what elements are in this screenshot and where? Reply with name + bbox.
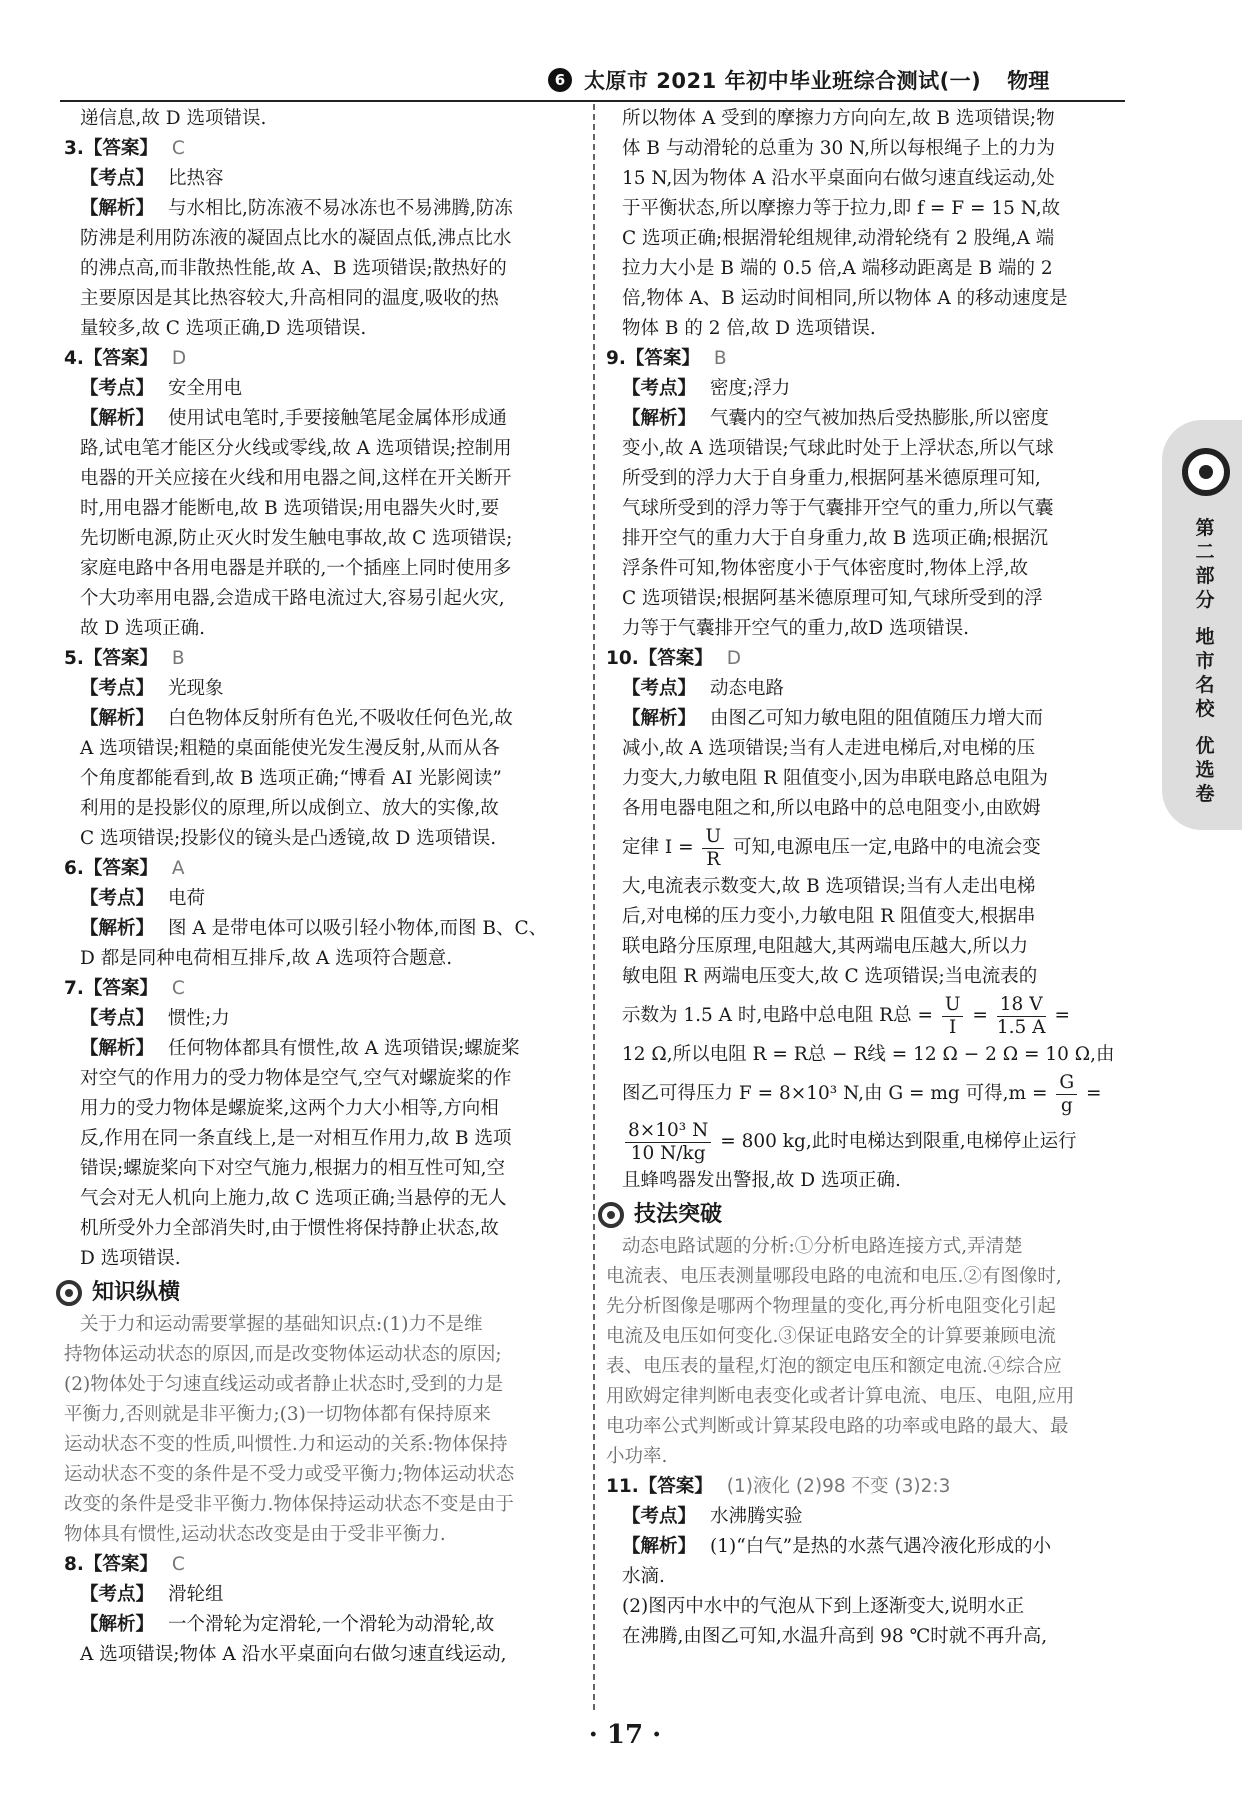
- text-line: 先分析图像是哪两个物理量的变化,再分析电阻变化引起: [606, 1296, 1056, 1317]
- text-fragment: 示数为 1.5 A 时,电路中总电阻 R总 =: [622, 1005, 933, 1026]
- text-line: 用力的受力物体是螺旋桨,这两个力大小相等,方向相: [80, 1098, 499, 1119]
- mass-calc-line: [606, 1070, 1154, 1118]
- denominator: I: [949, 1016, 957, 1038]
- text-line: 故 D 选项正确.: [80, 618, 205, 639]
- text-line: 电器的开关应接在火线和用电器之间,这样在开关断开: [80, 468, 512, 489]
- text-line: A 选项错误;粗糙的桌面能使光发生漫反射,从而从各: [80, 738, 500, 759]
- text-line: 持物体运动状态的原因,而是改变物体运动状态的原因;: [64, 1344, 502, 1365]
- q6-point-row: [64, 884, 580, 914]
- text-line: (1)“白气”是热的水蒸气遇冷液化形成的小: [710, 1536, 1052, 1557]
- text-line: 路,试电笔才能区分火线或零线,故 A 选项错误;控制用: [80, 438, 512, 459]
- q11-point-row: [606, 1502, 1154, 1532]
- point-label: 【考点】: [622, 378, 697, 399]
- q11-number: 11.: [606, 1476, 639, 1497]
- q6-number: 6.: [64, 858, 84, 879]
- text-fragment: =: [972, 1005, 988, 1026]
- text-line: 浮条件可知,物体密度小于气体密度时,物体上浮,故: [622, 558, 1029, 579]
- text-line: 防沸是利用防冻液的凝固点比水的凝固点低,沸点比水: [80, 228, 512, 249]
- denominator: 10 N/kg: [630, 1142, 706, 1164]
- q5-analysis: [64, 704, 580, 734]
- fraction-u-over-r: [702, 826, 724, 871]
- point-label: 【考点】: [80, 1008, 155, 1029]
- text-line: 变小,故 A 选项错误;气球此时处于上浮状态,所以气球: [622, 438, 1054, 459]
- text-line: 由图乙可知力敏电阻的阻值随压力增大而: [710, 708, 1044, 729]
- text-line: 的沸点高,而非散热性能,故 A、B 选项错误;散热好的: [80, 258, 507, 279]
- text-line: 气囊内的空气被加热后受热膨胀,所以密度: [710, 408, 1049, 429]
- target-icon: [1182, 448, 1230, 496]
- numerator: G: [1056, 1072, 1077, 1095]
- side-tab-tag: 优选卷: [1195, 735, 1215, 805]
- text-line: 气球所受到的浮力等于气囊排开空气的重力,所以气囊: [622, 498, 1054, 519]
- q6-answer: A: [171, 858, 185, 879]
- text-line: 白色物体反射所有色光,不吸收任何色光,故: [168, 708, 513, 729]
- q9-number: 9.: [606, 348, 626, 369]
- q4-point: 安全用电: [168, 378, 243, 399]
- q4-number: 4.: [64, 348, 84, 369]
- numerator: 8×10³ N: [625, 1120, 711, 1143]
- text-line: 各用电器电阻之和,所以电路中的总电阻变小,由欧姆: [622, 798, 1041, 819]
- q8-answer: C: [171, 1554, 185, 1575]
- point-label: 【考点】: [80, 678, 155, 699]
- q7-point: 惯性;力: [168, 1008, 230, 1029]
- text-fragment: 可知,电源电压一定,电路中的电流会变: [732, 837, 1041, 858]
- target-icon: [56, 1280, 82, 1306]
- q5-answer: B: [171, 648, 185, 669]
- q9-point-row: [606, 374, 1154, 404]
- right-column: [606, 104, 1154, 1652]
- text-line: 倍,物体 A、B 运动时间相同,所以物体 A 的移动速度是: [622, 288, 1068, 309]
- point-label: 【考点】: [80, 888, 155, 909]
- analysis-label: 【解析】: [622, 708, 697, 729]
- text-line: 力变大,力敏电阻 R 阻值变小,因为串联电路总电阻为: [622, 768, 1048, 789]
- q10-number: 10.: [606, 648, 639, 669]
- continued-text: 递信息,故 D 选项错误.: [80, 108, 267, 129]
- q9-point: 密度;浮力: [710, 378, 791, 399]
- q4-analysis: [64, 404, 580, 434]
- q8-point: 滑轮组: [168, 1584, 224, 1605]
- text-line: 表、电压表的量程,灯泡的额定电压和额定电流.④综合应: [606, 1356, 1062, 1377]
- text-line: 反,作用在同一条直线上,是一对相互作用力,故 B 选项: [80, 1128, 512, 1149]
- text-line: 运动状态不变的条件是不受力或受平衡力;物体运动状态: [64, 1464, 515, 1485]
- text-fragment: 图乙可得压力 F = 8×10³ N,由 G = mg 可得,m =: [622, 1083, 1048, 1104]
- text-line: 错误;螺旋桨向下对空气施力,根据力的相互性可知,空: [80, 1158, 505, 1179]
- text-line: D 选项错误.: [80, 1248, 181, 1269]
- text-line: 关于力和运动需要掌握的基础知识点:(1)力不是维: [80, 1314, 483, 1335]
- numerator: U: [702, 826, 724, 849]
- q6-answer-row: [64, 854, 580, 884]
- ohm-law-line: [606, 824, 1154, 872]
- q4-point-row: [64, 374, 580, 404]
- text-line: 所受到的浮力大于自身重力,根据阿基米德原理可知,: [622, 468, 1041, 489]
- text-line: C 选项错误;投影仪的镜头是凸透镜,故 D 选项错误.: [80, 828, 497, 849]
- q3-number: 3.: [64, 138, 84, 159]
- numerator: 18 V: [997, 994, 1046, 1017]
- text-line: 15 N,因为物体 A 沿水平桌面向右做匀速直线运动,处: [622, 168, 1055, 189]
- knowledge-section-heading: [56, 1278, 580, 1308]
- text-line: 家庭电路中各用电器是并联的,一个插座上同时使用多: [80, 558, 512, 579]
- q6-analysis: [64, 914, 580, 944]
- q4-answer-row: [64, 344, 580, 374]
- side-tab-name: 地市名校: [1195, 626, 1215, 720]
- text-line: 电流表、电压表测量哪段电路的电流和电压.②有图像时,: [606, 1266, 1062, 1287]
- analysis-label: 【解析】: [80, 1614, 155, 1635]
- fraction-mass: [625, 1120, 711, 1165]
- q8-number: 8.: [64, 1554, 84, 1575]
- analysis-label: 【解析】: [80, 918, 155, 939]
- point-label: 【考点】: [80, 378, 155, 399]
- q5-answer-row: [64, 644, 580, 674]
- text-line: 水滴.: [622, 1566, 665, 1587]
- series-logo: 6: [548, 68, 572, 92]
- q10-point-row: [606, 674, 1154, 704]
- text-line: C 选项正确;根据滑轮组规律,动滑轮绕有 2 股绳,A 端: [622, 228, 1055, 249]
- denominator: R: [706, 848, 721, 870]
- text-line: 时,用电器才能断电,故 B 选项错误;用电器失火时,要: [80, 498, 500, 519]
- q10-analysis: [606, 704, 1154, 734]
- q11-answer: (1)液化 (2)98 不变 (3)2:3: [726, 1476, 951, 1497]
- text-line: 于平衡状态,所以摩擦力等于拉力,即 f = F = 15 N,故: [622, 198, 1061, 219]
- q7-answer: C: [171, 978, 185, 999]
- answer-label: 【答案】: [83, 648, 158, 669]
- text-line: 大,电流表示数变大,故 B 选项错误;当有人走出电梯: [622, 876, 1036, 897]
- analysis-label: 【解析】: [80, 1038, 155, 1059]
- q10-answer: D: [726, 648, 742, 669]
- section-side-tab: [1162, 420, 1242, 830]
- q3-point-row: [64, 164, 580, 194]
- q3-answer: C: [171, 138, 185, 159]
- header-subject: 物理: [1007, 69, 1050, 93]
- side-tab-part: 第二部分: [1195, 517, 1215, 611]
- q9-analysis: [606, 404, 1154, 434]
- answer-label: 【答案】: [638, 648, 713, 669]
- text-line: 平衡力,否则就是非平衡力;(3)一切物体都有保持原来: [64, 1404, 491, 1425]
- text-line: 电功率公式判断或计算某段电路的功率或电路的最大、最: [606, 1416, 1069, 1437]
- text-line: 电流及电压如何变化.③保证电路安全的计算要兼顾电流: [606, 1326, 1056, 1347]
- q4-answer: D: [171, 348, 187, 369]
- target-icon: [598, 1202, 624, 1228]
- knowledge-title: 知识纵横: [92, 1280, 181, 1305]
- answer-label: 【答案】: [638, 1476, 713, 1497]
- text-line: (2)物体处于匀速直线运动或者静止状态时,受到的力是: [64, 1374, 504, 1395]
- column-divider: [593, 104, 595, 1710]
- fraction-u-over-i: [942, 994, 964, 1039]
- text-line: 利用的是投影仪的原理,所以成倒立、放大的实像,故: [80, 798, 499, 819]
- text-line: 后,对电梯的压力变小,力敏电阻 R 阻值变大,根据串: [622, 906, 1036, 927]
- text-line: 使用试电笔时,手要接触笔尾金属体形成通: [168, 408, 507, 429]
- text-line: 任何物体都具有惯性,故 A 选项错误;螺旋桨: [168, 1038, 520, 1059]
- header-title: 太原市 2021 年初中毕业班综合测试(一): [584, 69, 982, 93]
- q9-answer-row: [606, 344, 1154, 374]
- q5-point: 光现象: [168, 678, 224, 699]
- text-line: 拉力大小是 B 端的 0.5 倍,A 端移动距离是 B 端的 2: [622, 258, 1053, 279]
- q5-number: 5.: [64, 648, 84, 669]
- q8-answer-row: [64, 1550, 580, 1580]
- text-line: 与水相比,防冻液不易冰冻也不易沸腾,防冻: [168, 198, 513, 219]
- q6-point: 电荷: [168, 888, 206, 909]
- text-line: 排开空气的重力大于自身重力,故 B 选项正确;根据沉: [622, 528, 1048, 549]
- analysis-label: 【解析】: [622, 1536, 697, 1557]
- analysis-label: 【解析】: [80, 708, 155, 729]
- text-line: 且蜂鸣器发出警报,故 D 选项正确.: [622, 1170, 901, 1191]
- text-line: 主要原因是其比热容较大,升高相同的温度,吸收的热: [80, 288, 499, 309]
- fraction-values: [997, 994, 1046, 1039]
- q8-analysis: [64, 1610, 580, 1640]
- q3-point: 比热容: [168, 168, 224, 189]
- point-label: 【考点】: [622, 678, 697, 699]
- resistance-calc-line: [606, 992, 1154, 1040]
- text-line: 12 Ω,所以电阻 R = R总 − R线 = 12 Ω − 2 Ω = 10 Ω,由: [622, 1044, 1115, 1065]
- text-line: 减小,故 A 选项错误;当有人走进电梯后,对电梯的压: [622, 738, 1036, 759]
- text-line: 体 B 与动滑轮的总重为 30 N,所以每根绳子上的力为: [622, 138, 1056, 159]
- answer-label: 【答案】: [625, 348, 700, 369]
- q7-answer-row: [64, 974, 580, 1004]
- text-line: A 选项错误;物体 A 沿水平桌面向右做匀速直线运动,: [80, 1644, 507, 1665]
- text-line: 一个滑轮为定滑轮,一个滑轮为动滑轮,故: [168, 1614, 495, 1635]
- answer-label: 【答案】: [83, 138, 158, 159]
- text-line: 物体 B 的 2 倍,故 D 选项错误.: [622, 318, 876, 339]
- q7-number: 7.: [64, 978, 84, 999]
- fraction-g-over-g: [1056, 1072, 1077, 1117]
- text-line: C 选项错误;根据阿基米德原理可知,气球所受到的浮: [622, 588, 1043, 609]
- text-line: 所以物体 A 受到的摩擦力方向向左,故 B 选项错误;物: [622, 108, 1055, 129]
- text-line: 对空气的作用力的受力物体是空气,空气对螺旋桨的作: [80, 1068, 512, 1089]
- text-line: 个大功率用电器,会造成干路电流过大,容易引起火灾,: [80, 588, 505, 609]
- point-label: 【考点】: [80, 168, 155, 189]
- header-rule: [60, 100, 1125, 102]
- point-label: 【考点】: [80, 1584, 155, 1605]
- text-line: 先切断电源,防止灭火时发生触电事故,故 C 选项错误;: [80, 528, 513, 549]
- text-line: 敏电阻 R 两端电压变大,故 C 选项错误;当电流表的: [622, 966, 1038, 987]
- analysis-label: 【解析】: [80, 408, 155, 429]
- text-line: 小功率.: [606, 1446, 668, 1467]
- skill-title: 技法突破: [634, 1202, 723, 1227]
- analysis-label: 【解析】: [80, 198, 155, 219]
- answer-label: 【答案】: [83, 978, 158, 999]
- text-fragment: =: [1054, 1005, 1070, 1026]
- numerator: U: [942, 994, 964, 1017]
- answer-label: 【答案】: [83, 1554, 158, 1575]
- mass-result-line: [606, 1118, 1154, 1166]
- q7-point-row: [64, 1004, 580, 1034]
- skill-section-heading: [598, 1200, 1154, 1230]
- q11-analysis: [606, 1532, 1154, 1562]
- text-line: D 都是同种电荷相互排斥,故 A 选项符合题意.: [80, 948, 453, 969]
- text-line: 图 A 是带电体可以吸引轻小物体,而图 B、C、: [168, 918, 548, 939]
- point-label: 【考点】: [622, 1506, 697, 1527]
- text-line: 力等于气囊排开空气的重力,故D 选项错误.: [622, 618, 969, 639]
- q3-answer-row: [64, 134, 580, 164]
- text-line: 物体具有惯性,运动状态改变是由于受非平衡力.: [64, 1524, 446, 1545]
- text-line: 改变的条件是受非平衡力.物体保持运动状态不变是由于: [64, 1494, 514, 1515]
- q10-answer-row: [606, 644, 1154, 674]
- left-column: [64, 104, 580, 1670]
- denominator: 1.5 A: [996, 1016, 1046, 1038]
- answer-label: 【答案】: [83, 858, 158, 879]
- text-line: 运动状态不变的性质,叫惯性.力和运动的关系:物体保持: [64, 1434, 508, 1455]
- text-line: 用欧姆定律判断电表变化或者计算电流、电压、电阻,应用: [606, 1386, 1075, 1407]
- q11-answer-row: [606, 1472, 1154, 1502]
- q8-point-row: [64, 1580, 580, 1610]
- q11-point: 水沸腾实验: [710, 1506, 803, 1527]
- text-line: 气会对无人机向上施力,故 C 选项正确;当悬停的无人: [80, 1188, 507, 1209]
- q5-point-row: [64, 674, 580, 704]
- answer-label: 【答案】: [83, 348, 158, 369]
- page-number: · 17 ·: [588, 1720, 662, 1750]
- q3-analysis: [64, 194, 580, 224]
- text-line: 机所受外力全部消失时,由于惯性将保持静止状态,故: [80, 1218, 499, 1239]
- text-line: 联电路分压原理,电阻越大,其两端电压越大,所以力: [622, 936, 1029, 957]
- text-line: (2)图丙中水中的气泡从下到上逐渐变大,说明水正: [622, 1596, 1025, 1617]
- text-fragment: =: [1086, 1083, 1102, 1104]
- text-fragment: 定律 I =: [622, 837, 694, 858]
- q9-answer: B: [713, 348, 727, 369]
- analysis-label: 【解析】: [622, 408, 697, 429]
- text-line: 在沸腾,由图乙可知,水温升高到 98 ℃时就不再升高,: [622, 1626, 1048, 1647]
- denominator: g: [1060, 1094, 1073, 1116]
- q7-analysis: [64, 1034, 580, 1064]
- text-line: 个角度都能看到,故 B 选项正确;“博看 AI 光影阅读”: [80, 768, 502, 789]
- page-header: [548, 62, 1128, 98]
- q10-point: 动态电路: [710, 678, 785, 699]
- text-line: 量较多,故 C 选项正确,D 选项错误.: [80, 318, 367, 339]
- text-line: 动态电路试题的分析:①分析电路连接方式,弄清楚: [622, 1236, 1023, 1257]
- text-fragment: = 800 kg,此时电梯达到限重,电梯停止运行: [720, 1131, 1077, 1152]
